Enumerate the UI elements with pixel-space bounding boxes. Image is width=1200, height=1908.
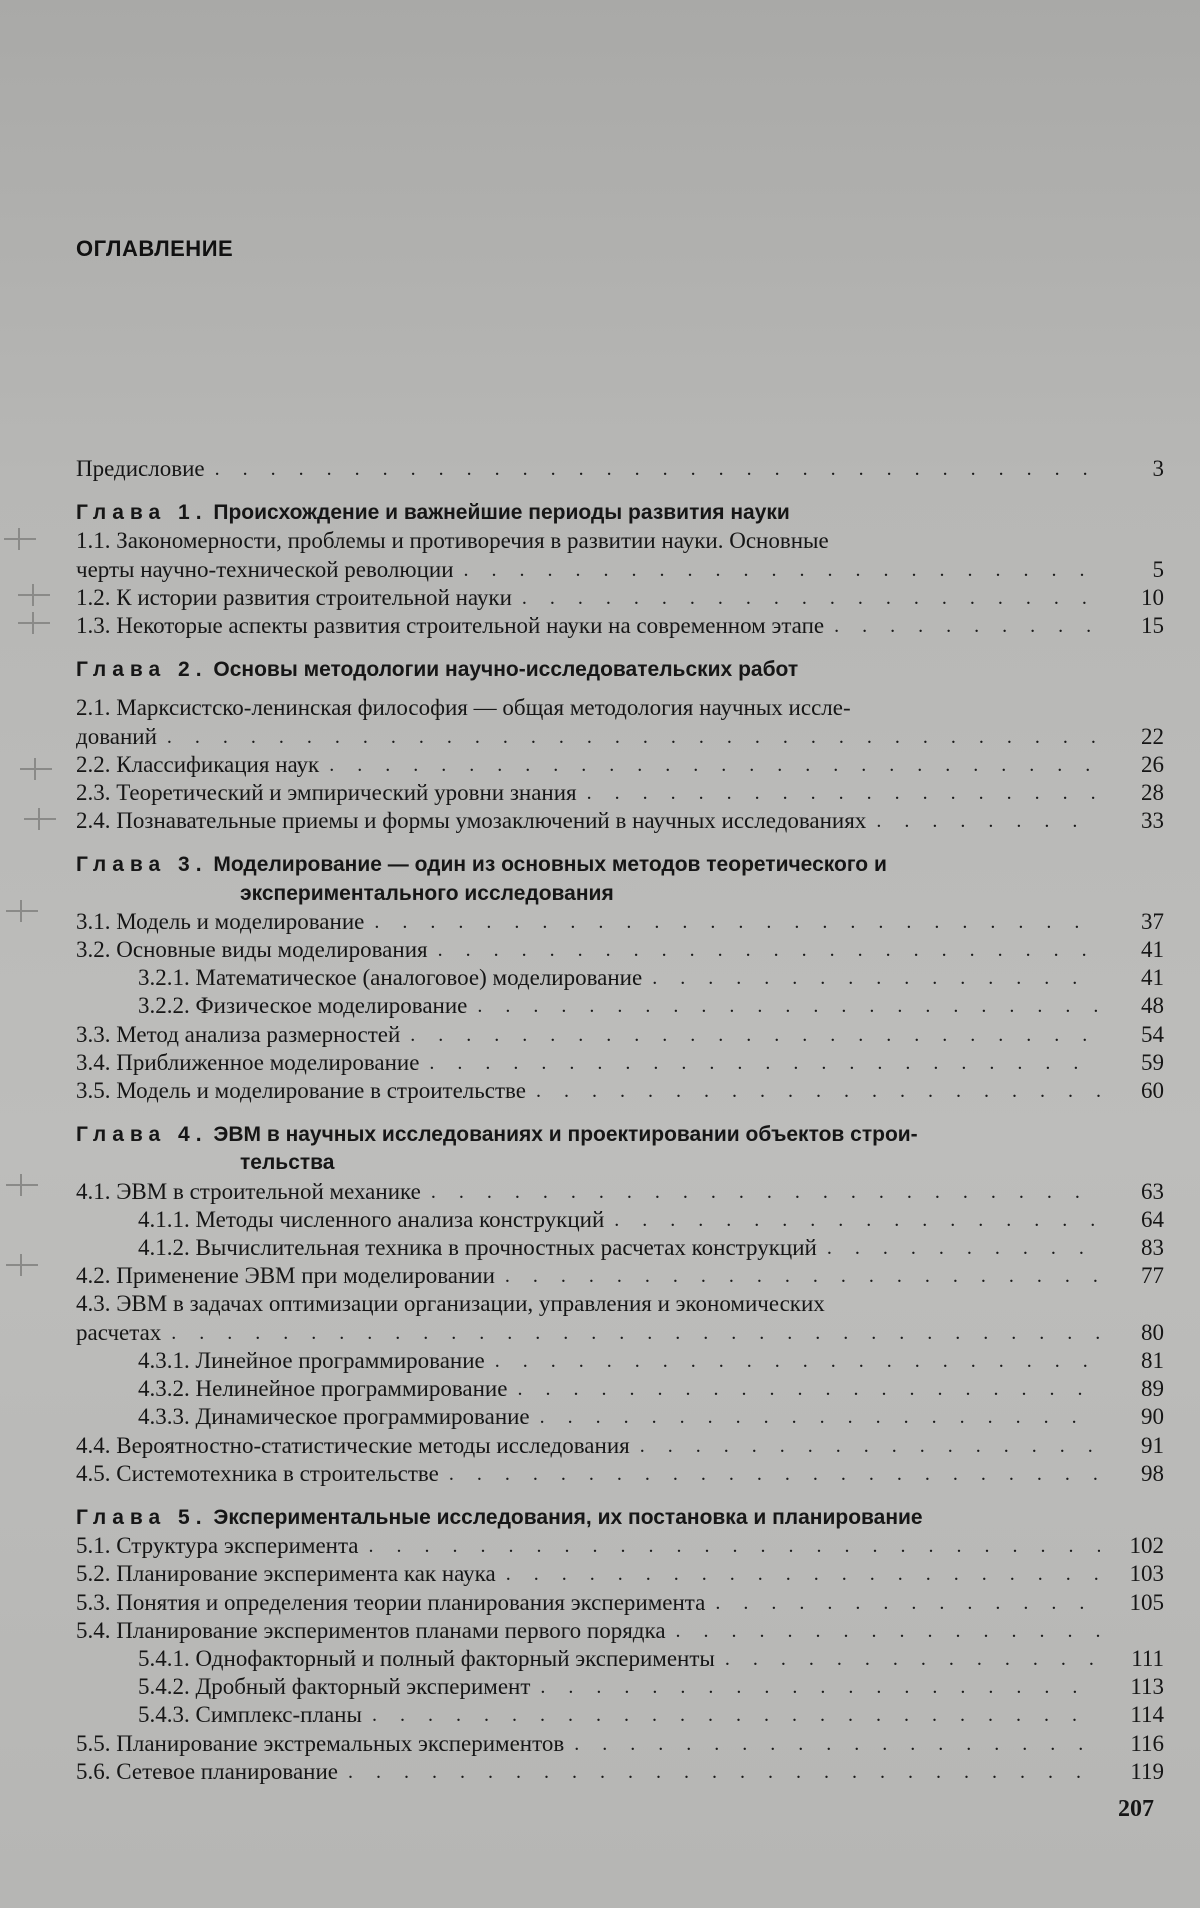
chapter-4-title: Глава 4. ЭВМ в научных исследованиях и проектировании объектов строи- xyxy=(76,1123,918,1147)
toc-entry-5-4: 5.4. Планирование экспериментов планами первого порядка . . . xyxy=(76,1617,1164,1645)
toc-entry-4-2: 4.2. Применение ЭВМ при моделировании . . . 77 xyxy=(76,1262,1164,1290)
toc-entry-1-3: 1.3. Некоторые аспекты развития строительной науки на современном этапе . . . 15 xyxy=(76,612,1164,640)
toc-entry-preface: Предисловие . . . 3 xyxy=(76,455,1164,483)
toc-entry-1-2: 1.2. К истории развития строительной науки . . . 10 xyxy=(76,584,1164,612)
margin-pencil-mark xyxy=(6,910,38,912)
chapter-1-title: Глава 1. Происхождение и важнейшие периоды развития науки xyxy=(76,501,790,525)
toc-entry-4-3: 4.3. ЭВМ в задачах оптимизации организации, управления и экономических xyxy=(76,1291,825,1317)
toc-entry-5-5: 5.5. Планирование экстремальных экспериментов . . . 116 xyxy=(76,1730,1164,1758)
toc-entry-3-4: 3.4. Приближенное моделирование . . . 59 xyxy=(76,1049,1164,1077)
toc-entry-5-2: 5.2. Планирование эксперимента как наука . . . 103 xyxy=(76,1560,1164,1588)
toc-entry-2-1-cont: дований . . . 22 xyxy=(76,723,1164,751)
margin-pencil-mark xyxy=(6,1264,38,1266)
margin-pencil-mark xyxy=(18,622,50,624)
toc-entry-4-3-1: 4.3.1. Линейное программирование . . . 81 xyxy=(76,1347,1164,1375)
toc-entry-3-3: 3.3. Метод анализа размерностей . . . 54 xyxy=(76,1021,1164,1049)
toc-entry-4-5: 4.5. Системотехника в строительстве . . . 98 xyxy=(76,1460,1164,1488)
margin-pencil-mark xyxy=(20,768,52,770)
margin-pencil-mark xyxy=(18,594,50,596)
toc-entry-5-4-1: 5.4.1. Однофакторный и полный факторный эксперименты . . . 111 xyxy=(76,1645,1164,1673)
toc-entry-3-1: 3.1. Модель и моделирование . . . 37 xyxy=(76,908,1164,936)
toc-entry-2-4: 2.4. Познавательные приемы и формы умозаключений в научных исследованиях . . . 33 xyxy=(76,807,1164,835)
toc-entry-3-2-2: 3.2.2. Физическое моделирование . . . 48 xyxy=(76,992,1164,1020)
toc-entry-1-1-cont: черты научно-технической революции . . . 5 xyxy=(76,556,1164,584)
toc-entry-4-3-cont: расчетах . . . 80 xyxy=(76,1319,1164,1347)
chapter-4-title-line2: тельства xyxy=(240,1151,335,1175)
toc-entry-3-2-1: 3.2.1. Математическое (аналоговое) моделирование . . . 41 xyxy=(76,964,1164,992)
toc-entry-2-1: 2.1. Марксистско-ленинская философия — общая методология научных иссле- xyxy=(76,695,851,721)
toc-entry-4-1-2: 4.1.2. Вычислительная техника в прочностных расчетах конструкций . . . 83 xyxy=(76,1234,1164,1262)
toc-entry-5-1: 5.1. Структура эксперимента . . . 102 xyxy=(76,1532,1164,1560)
chapter-2-title: Глава 2. Основы методологии научно-исследовательских работ xyxy=(76,658,799,682)
chapter-5-title: Глава 5. Экспериментальные исследования, их постановка и планирование xyxy=(76,1505,923,1529)
toc-entry-4-1-1: 4.1.1. Методы численного анализа конструкций . . . 64 xyxy=(76,1206,1164,1234)
table-of-contents xyxy=(76,455,1164,1786)
margin-pencil-mark xyxy=(4,538,36,540)
toc-entry-5-4-3: 5.4.3. Симплекс-планы . . . 114 xyxy=(76,1701,1164,1729)
margin-pencil-mark xyxy=(24,818,56,820)
page-number: 207 xyxy=(1118,1796,1154,1822)
toc-entry-3-5: 3.5. Модель и моделирование в строительстве . . . 60 xyxy=(76,1077,1164,1105)
toc-entry-1-1: 1.1. Закономерности, проблемы и противоречия в развитии науки. Основные xyxy=(76,528,829,554)
toc-entry-4-3-2: 4.3.2. Нелинейное программирование . . . 89 xyxy=(76,1375,1164,1403)
page-heading: ОГЛАВЛЕНИЕ xyxy=(76,236,234,261)
margin-pencil-mark xyxy=(6,1184,38,1186)
toc-entry-5-3: 5.3. Понятия и определения теории планирования эксперимента . . . 105 xyxy=(76,1589,1164,1617)
toc-entry-5-4-2: 5.4.2. Дробный факторный эксперимент . . . 113 xyxy=(76,1673,1164,1701)
toc-entry-4-1: 4.1. ЭВМ в строительной механике . . . 63 xyxy=(76,1178,1164,1206)
toc-entry-3-2: 3.2. Основные виды моделирования . . . 41 xyxy=(76,936,1164,964)
toc-entry-2-2: 2.2. Классификация наук . . . 26 xyxy=(76,751,1164,779)
toc-entry-4-4: 4.4. Вероятностно-статистические методы исследования . . . 91 xyxy=(76,1432,1164,1460)
toc-entry-2-3: 2.3. Теоретический и эмпирический уровни знания . . . 28 xyxy=(76,779,1164,807)
chapter-3-title: Глава 3. Моделирование — один из основных методов теоретического и xyxy=(76,853,887,877)
toc-entry-5-6: 5.6. Сетевое планирование . . . 119 xyxy=(76,1758,1164,1786)
chapter-3-title-line2: экспериментального исследования xyxy=(240,881,614,905)
toc-entry-4-3-3: 4.3.3. Динамическое программирование . . . 90 xyxy=(76,1403,1164,1431)
